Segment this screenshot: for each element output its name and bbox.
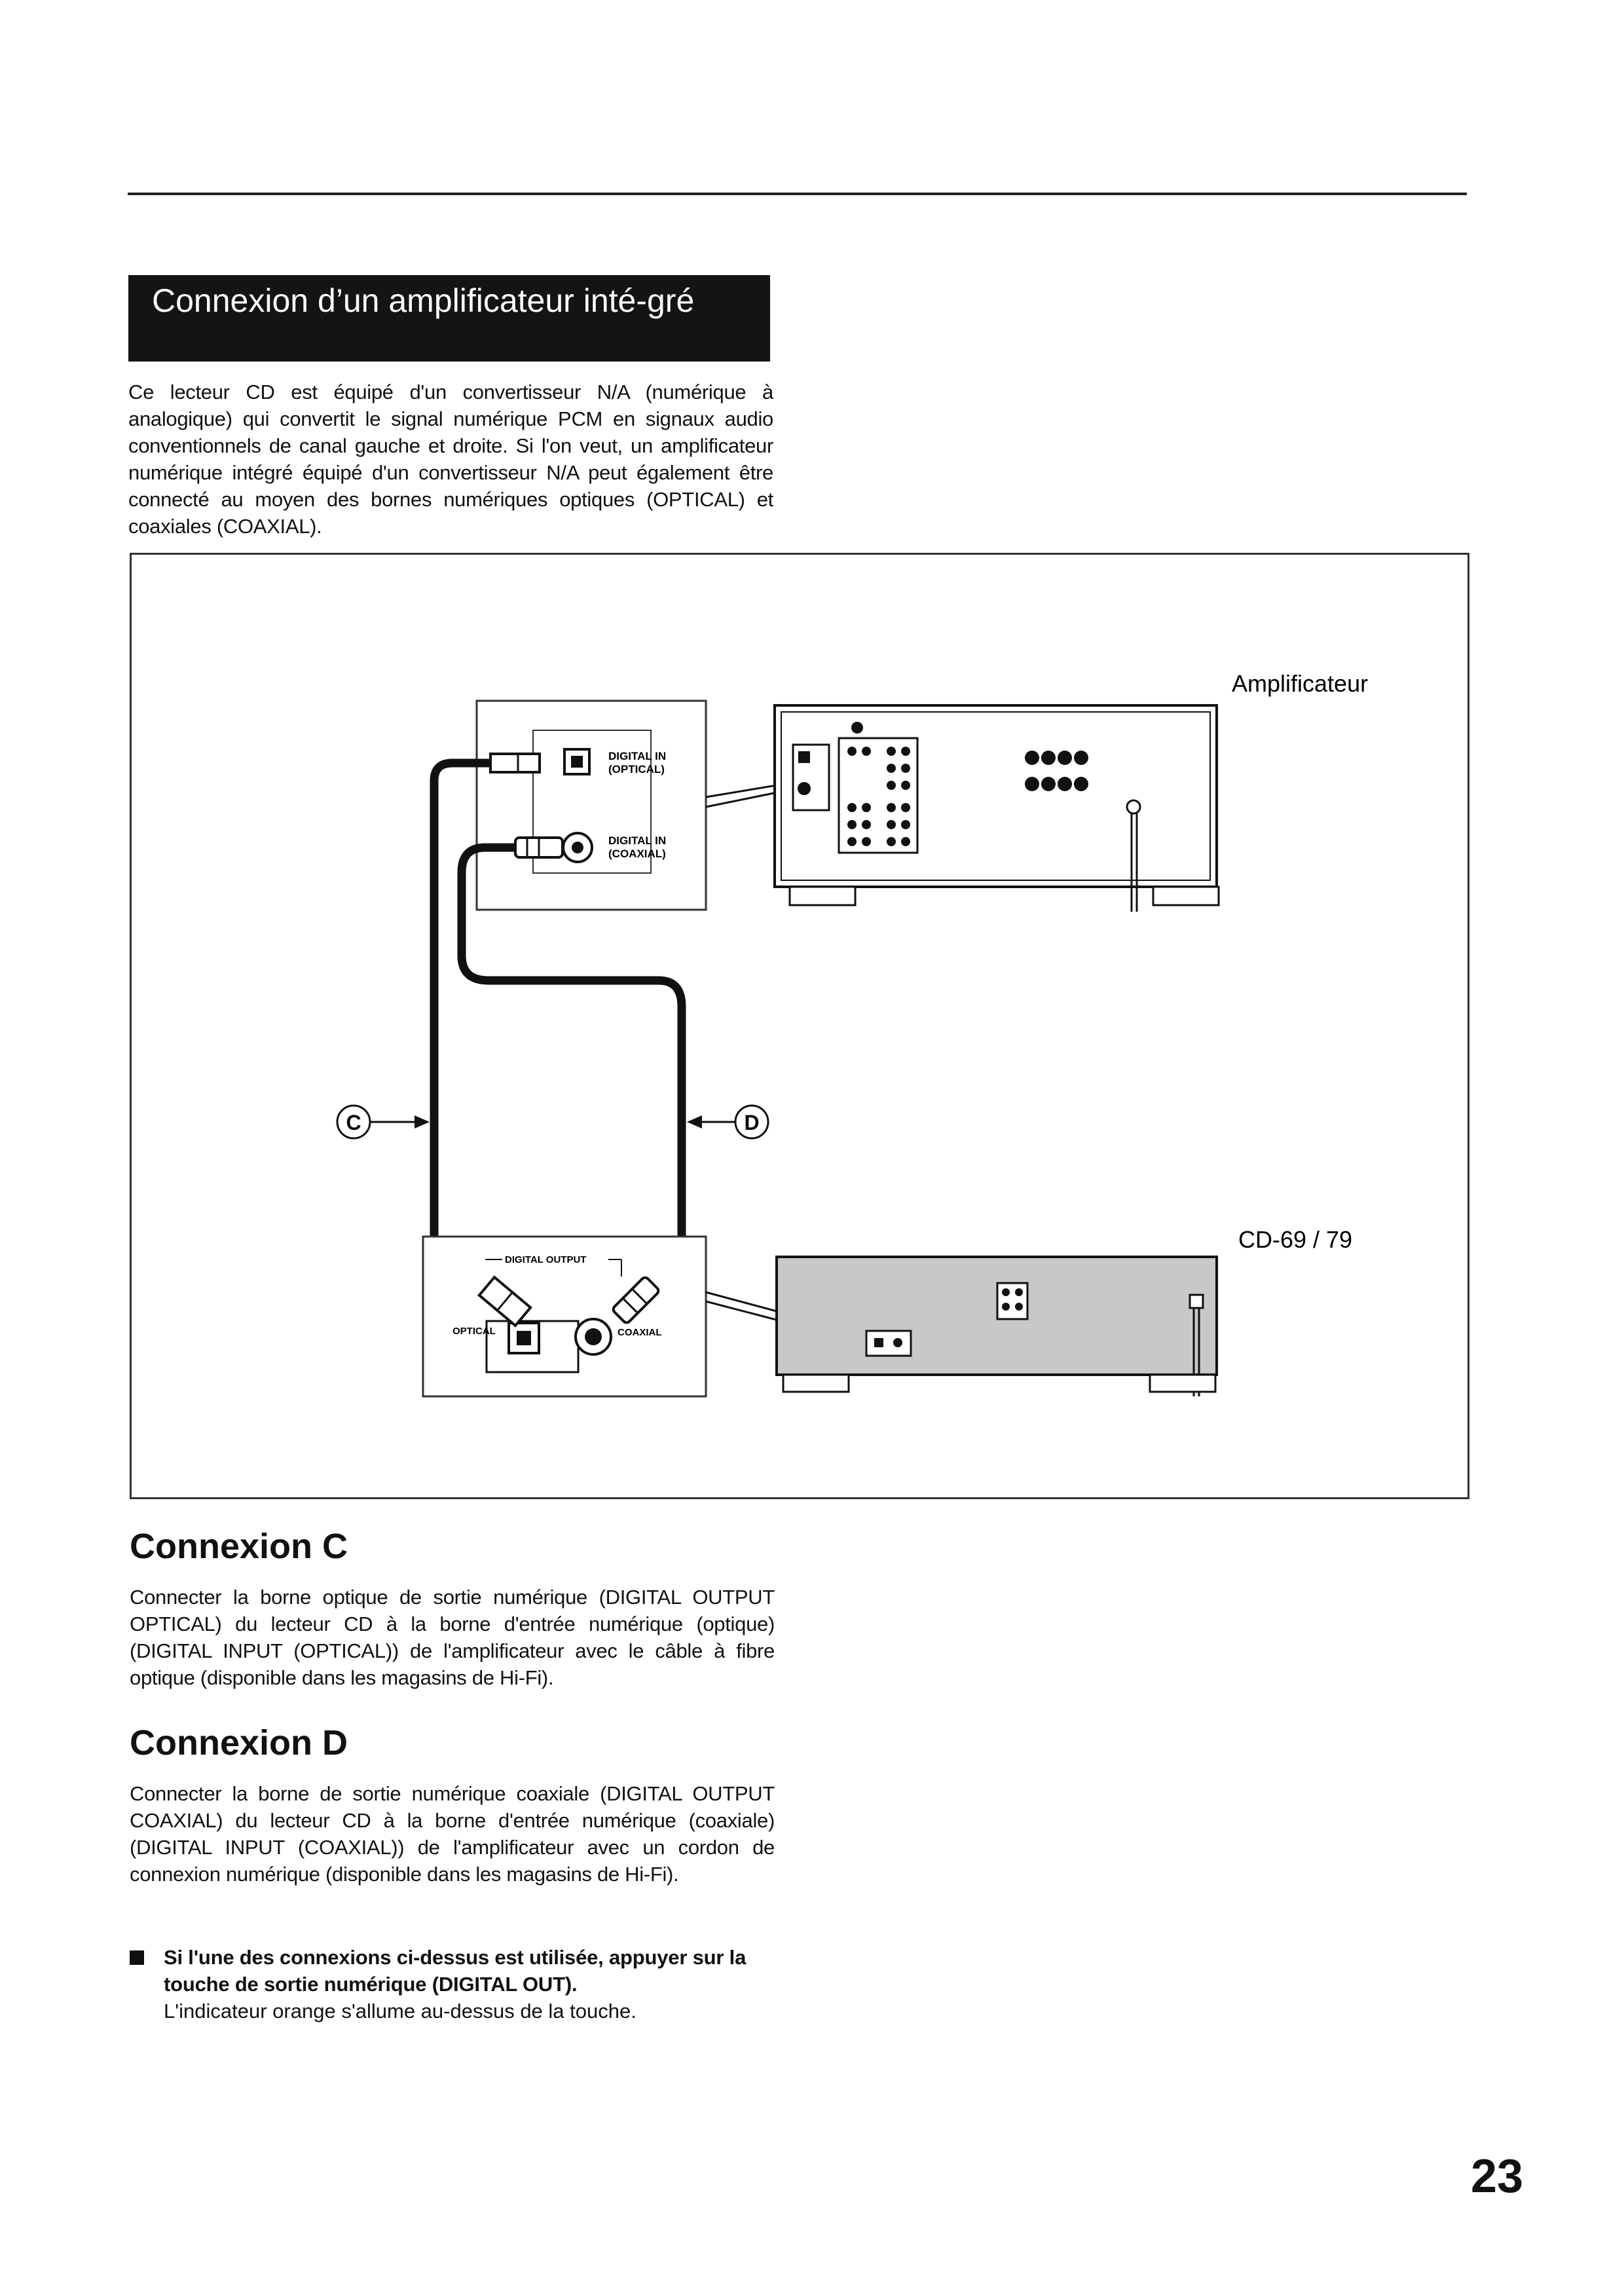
cd-foot-right [1150,1375,1215,1392]
note-bold-text: Si l'une des connexions ci-dessus est utilisée, appuyer sur la touche de sortie numérique (DIGITAL OUT). [164,1946,747,1996]
amp-foot-left [790,887,855,905]
marker-c-label: C [346,1111,361,1134]
digital-in-coaxial-label-2: (COAXIAL) [608,848,666,860]
marker-d-label: D [744,1111,760,1134]
intro-paragraph: Ce lecteur CD est équipé d'un convertisseur N/A (numérique à analogique) qui convertit le signal numérique PCM en signaux audio conventionnels de canal gauche et droite. Si l'on veut, un amplificateur numérique intégré équipé d'un convertisseur N/A peut également être connecté au moyen des bornes numériques optiques (OPTICAL) et coaxiales (COAXIAL). [128,381,773,538]
amp-inset-box [477,701,706,910]
digital-in-optical-label-1: DIGITAL IN [608,750,667,762]
connexion-c-text: Connecter la borne optique de sortie numérique (DIGITAL OUTPUT OPTICAL) du lecteur CD à la borne d'entrée numérique (optique) (DIGITAL INPUT (OPTICAL)) de l'amplificateur avec le câble à fibre optique (disponible dans les magasins de Hi-Fi). [130,1586,775,1689]
section-title-box [128,275,770,362]
amp-foot-right [1153,887,1219,905]
digital-output-label: DIGITAL OUTPUT [505,1254,587,1265]
section-title: Connexion d’un amplificateur inté-gré [152,282,695,319]
top-rule [128,193,1467,195]
connexion-d-text: Connecter la borne de sortie numérique coaxiale (DIGITAL OUTPUT COAXIAL) du lecteur CD à la borne d'entrée numérique (coaxiale) (DIGITAL INPUT (COAXIAL)) de l'amplificateur avec un cordon de connexion numérique (disponible dans les magasins de Hi-Fi). [130,1782,775,1886]
cd-digital-out-panel [866,1331,911,1356]
cd-model-label: CD-69 / 79 [1238,1226,1353,1253]
optical-jack-core [571,756,583,768]
connexion-d-title: Connexion D [130,1723,348,1762]
amplifier-label: Amplificateur [1232,670,1369,697]
note-text: L'indicateur orange s'allume au-dessus de la touche. [164,2000,637,2023]
connection-diagram [130,553,1469,1499]
marker-d-arrow [687,1115,702,1128]
connexion-c-title: Connexion C [130,1527,348,1566]
page-number: 23 [1471,2150,1524,2203]
cd-foot-left [783,1375,849,1392]
digital-out-note [130,1944,784,2024]
marker-c-arrow [415,1115,430,1128]
amplifier-rear [775,705,1217,887]
digital-in-optical-label-2: (OPTICAL) [608,763,665,775]
digital-in-coaxial-label-1: DIGITAL IN [608,834,667,847]
coaxial-label: COAXIAL [618,1327,662,1338]
diagram-svg [132,555,1471,1501]
optical-label: OPTICAL [452,1326,496,1337]
optical-plug [490,754,540,772]
note-bullet-icon [130,1950,144,1965]
